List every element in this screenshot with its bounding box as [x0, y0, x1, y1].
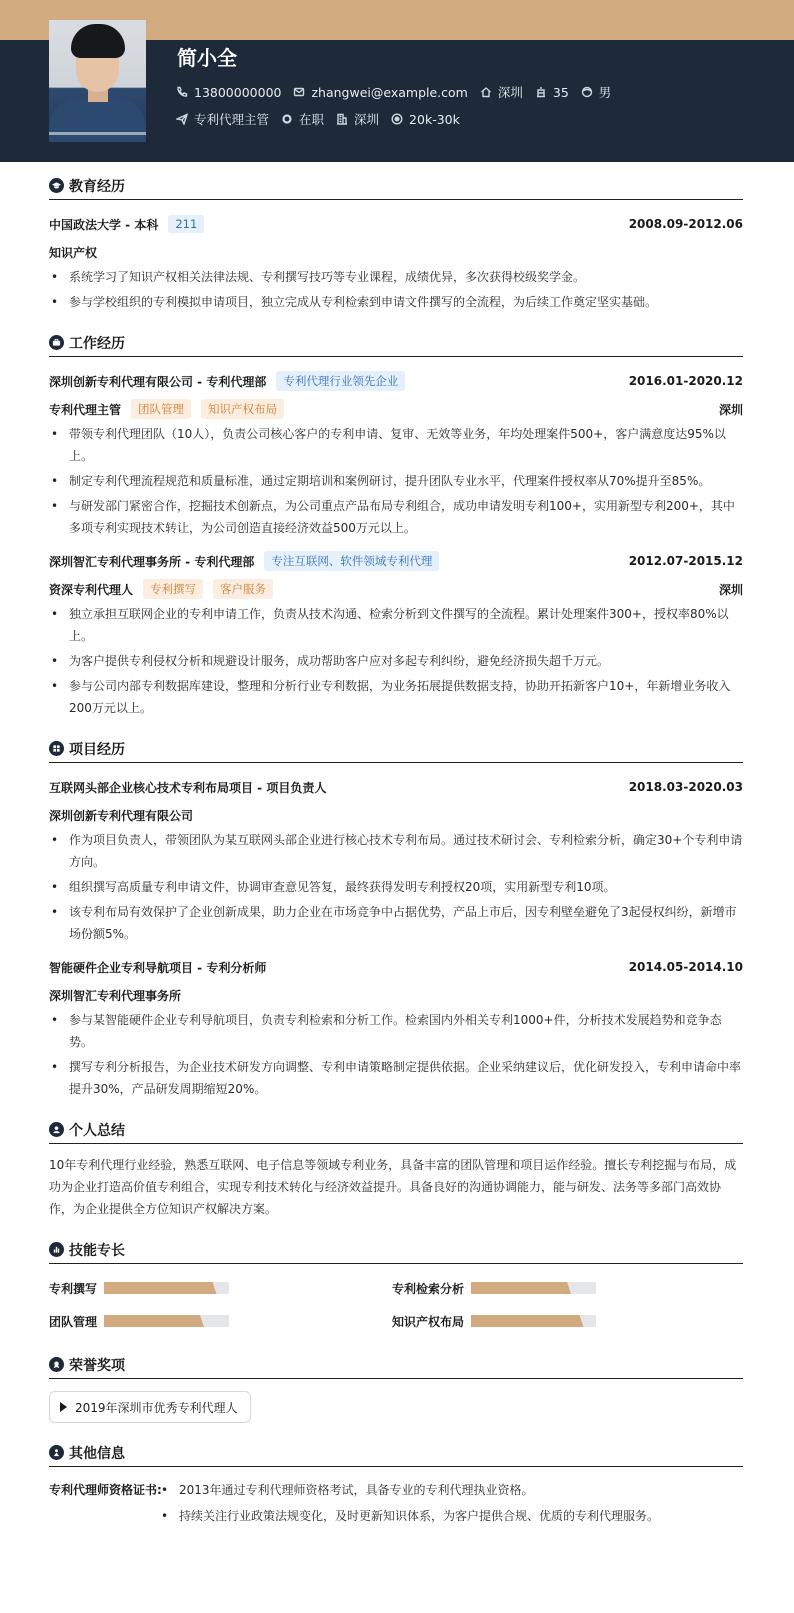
job-city: 深圳: [336, 110, 379, 128]
work-section: [49, 329, 743, 719]
role-tag: 知识产权布局: [201, 399, 284, 419]
mail-icon: [293, 86, 305, 98]
section-header: [49, 329, 743, 357]
project-name: 互联网头部企业核心技术专利布局项目 - 项目负责人: [49, 780, 327, 795]
education-section: [49, 172, 743, 313]
project-org: 深圳创新专利代理有限公司: [49, 808, 194, 823]
work-city: 深圳: [718, 582, 743, 597]
list-item: • 参与公司内部专利数据库建设，整理和分析行业专利数据，为业务拓展提供数据支持，协助开拓新客户10+，年新增业务收入200万元以上。: [49, 675, 743, 719]
section-header: [49, 1116, 743, 1144]
list-item: • 与研发部门紧密合作，挖掘技术创新点，为公司重点产品布局专利组合，成功申请发明专利100+，实用新型专利200+，其中多项专利实现技术转让，为公司创造直接经济效益500万元以上。: [49, 495, 743, 539]
contact-age: 35: [535, 85, 569, 100]
section-title: 技能专长: [69, 1242, 125, 1259]
education-entry: [49, 210, 743, 313]
project-entry: [49, 953, 743, 1100]
list-item: • 组织撰写高质量专利申请文件，协调审查意见答复，最终获得发明专利授权20项，实用新型专利10项。: [49, 876, 743, 898]
skill-bar: [104, 1315, 229, 1327]
list-item: • 参与学校组织的专利模拟申请项目，独立完成从专利检索到申请文件撰写的全流程，为后续工作奠定坚实基础。: [49, 291, 743, 313]
contact-phone: 13800000000: [176, 85, 281, 100]
section-title: 个人总结: [69, 1122, 125, 1139]
section-header: [49, 1236, 743, 1264]
age-icon: [535, 86, 547, 98]
contact-city: 深圳: [480, 83, 523, 101]
date-range: 2014.05-2014.10: [628, 960, 743, 974]
building-icon: [336, 113, 348, 125]
other-section: [49, 1439, 743, 1531]
summary-section: [49, 1116, 743, 1220]
salary-icon: [391, 113, 403, 125]
contact-row: [176, 83, 623, 101]
home-icon: [480, 86, 492, 98]
section-title: 项目经历: [69, 741, 125, 758]
list-item: • 系统学习了知识产权相关法律法规、专利撰写技巧等专业课程，成绩优异，多次获得校级奖学金。: [49, 266, 743, 288]
section-title: 荣誉奖项: [69, 1357, 125, 1374]
date-range: 2018.03-2020.03: [628, 780, 743, 794]
list-item: • 2013年通过专利代理师资格考试，具备专业的专利代理执业资格。: [159, 1479, 659, 1501]
role-tag: 客户服务: [213, 579, 273, 599]
work-entry: [49, 367, 743, 539]
skill-item: 专利撰写: [49, 1278, 392, 1298]
section-header: [49, 172, 743, 200]
skills-section: [49, 1236, 743, 1335]
work-entry: [49, 547, 743, 719]
section-header: [49, 735, 743, 763]
contact-email: zhangwei@example.com: [293, 85, 467, 100]
avatar: [49, 20, 146, 142]
role-tag: 团队管理: [131, 399, 191, 419]
user-icon: [49, 1122, 64, 1137]
project-entry: [49, 773, 743, 945]
resume-body: [49, 172, 743, 1547]
skill-bar: [104, 1282, 229, 1294]
list-item: • 该专利布局有效保护了企业创新成果，助力企业在市场竞争中占据优势，产品上市后，因专利壁垒避免了3起侵权纠纷，新增市场份额5%。: [49, 901, 743, 945]
graduation-cap-icon: [49, 178, 64, 193]
skill-item: 团队管理: [49, 1311, 392, 1331]
section-title: 其他信息: [69, 1445, 125, 1462]
award-icon: [49, 1357, 64, 1372]
caret-right-icon: [60, 1402, 67, 1412]
skill-bar: [471, 1282, 596, 1294]
certificate-label: 专利代理师资格证书:: [49, 1483, 162, 1497]
list-item: • 持续关注行业政策法规变化，及时更新知识体系，为客户提供合规、优质的专利代理服务。: [159, 1505, 659, 1527]
role-tag: 专利撰写: [143, 579, 203, 599]
list-item: • 制定专利代理流程规范和质量标准，通过定期培训和案例研讨，提升团队专业水平，代理案件授权率从70%提升至85%。: [49, 470, 743, 492]
status-icon: [281, 113, 293, 125]
date-range: 2016.01-2020.12: [628, 374, 743, 388]
major: 知识产权: [49, 245, 98, 260]
section-title: 工作经历: [69, 335, 125, 352]
job-role: 资深专利代理人: [49, 582, 134, 597]
company-tag: 专注互联网、软件领域专利代理: [264, 551, 439, 571]
section-header: [49, 1351, 743, 1379]
list-item: • 带领专利代理团队（10人），负责公司核心客户的专利申请、复审、无效等业务，年均处理案件500+，客户满意度达95%以上。: [49, 423, 743, 467]
grid-icon: [49, 741, 64, 756]
company-name: 深圳智汇专利代理事务所 - 专利代理部: [49, 554, 255, 569]
list-item: • 独立承担互联网企业的专利申请工作，负责从技术沟通、检索分析到文件撰写的全流程。累计处理案件300+，授权率80%以上。: [49, 603, 743, 647]
contact-gender: 男: [581, 83, 612, 101]
job-position: 专利代理主管: [176, 110, 269, 128]
company-name: 深圳创新专利代理有限公司 - 专利代理部: [49, 374, 267, 389]
project-org: 深圳智汇专利代理事务所: [49, 988, 182, 1003]
school-tag: 211: [168, 215, 204, 233]
list-item: • 作为项目负责人，带领团队为某互联网头部企业进行核心技术专利布局。通过技术研讨会、专利检索分析，确定30+个专利申请方向。: [49, 829, 743, 873]
project-name: 智能硬件企业专利导航项目 - 专利分析师: [49, 960, 267, 975]
work-city: 深圳: [718, 402, 743, 417]
send-icon: [176, 113, 188, 125]
info-icon: [49, 1445, 64, 1460]
gender-icon: [581, 86, 593, 98]
projects-section: [49, 735, 743, 1100]
date-range: 2008.09-2012.06: [628, 217, 743, 231]
job-status: 在职: [281, 110, 324, 128]
job-role: 专利代理主管: [49, 402, 122, 417]
list-item: • 参与某智能硬件企业专利导航项目，负责专利检索和分析工作。检索国内外相关专利1000+件，分析技术发展趋势和竞争态势。: [49, 1009, 743, 1053]
skill-item: 专利检索分析: [392, 1278, 735, 1298]
date-range: 2012.07-2015.12: [628, 554, 743, 568]
summary-text: 10年专利代理行业经验，熟悉互联网、电子信息等领域专利业务，具备丰富的团队管理和项目运作经验。擅长专利挖掘与布局，成功为企业打造高价值专利组合，实现专利技术转化与经济效益提升。具备良好的沟通协调能力，能与研发、法务等多部门高效协作，为企业提供全方位知识产权解决方案。: [49, 1158, 737, 1216]
phone-icon: [176, 86, 188, 98]
school-name: 中国政法大学 - 本科: [49, 217, 159, 232]
company-tag: 专利代理行业领先企业: [276, 371, 405, 391]
list-item: • 撰写专利分析报告，为企业技术研发方向调整、专利申请策略制定提供依据。企业采纳建议后，优化研发投入，专利申请命中率提升30%，产品研发周期缩短20%。: [49, 1056, 743, 1100]
job-intent-row: [176, 110, 472, 128]
section-header: [49, 1439, 743, 1467]
skill-bar: [471, 1315, 596, 1327]
briefcase-icon: [49, 335, 64, 350]
candidate-name: 简小全: [177, 46, 237, 70]
honors-section: [49, 1351, 743, 1423]
skill-item: 知识产权布局: [392, 1311, 735, 1331]
bar-chart-icon: [49, 1242, 64, 1257]
job-salary: 20k-30k: [391, 112, 460, 127]
section-title: 教育经历: [69, 178, 125, 195]
list-item: • 为客户提供专利侵权分析和规避设计服务，成功帮助客户应对多起专利纠纷，避免经济损失超千万元。: [49, 650, 743, 672]
award-item[interactable]: 2019年深圳市优秀专利代理人: [49, 1391, 251, 1423]
